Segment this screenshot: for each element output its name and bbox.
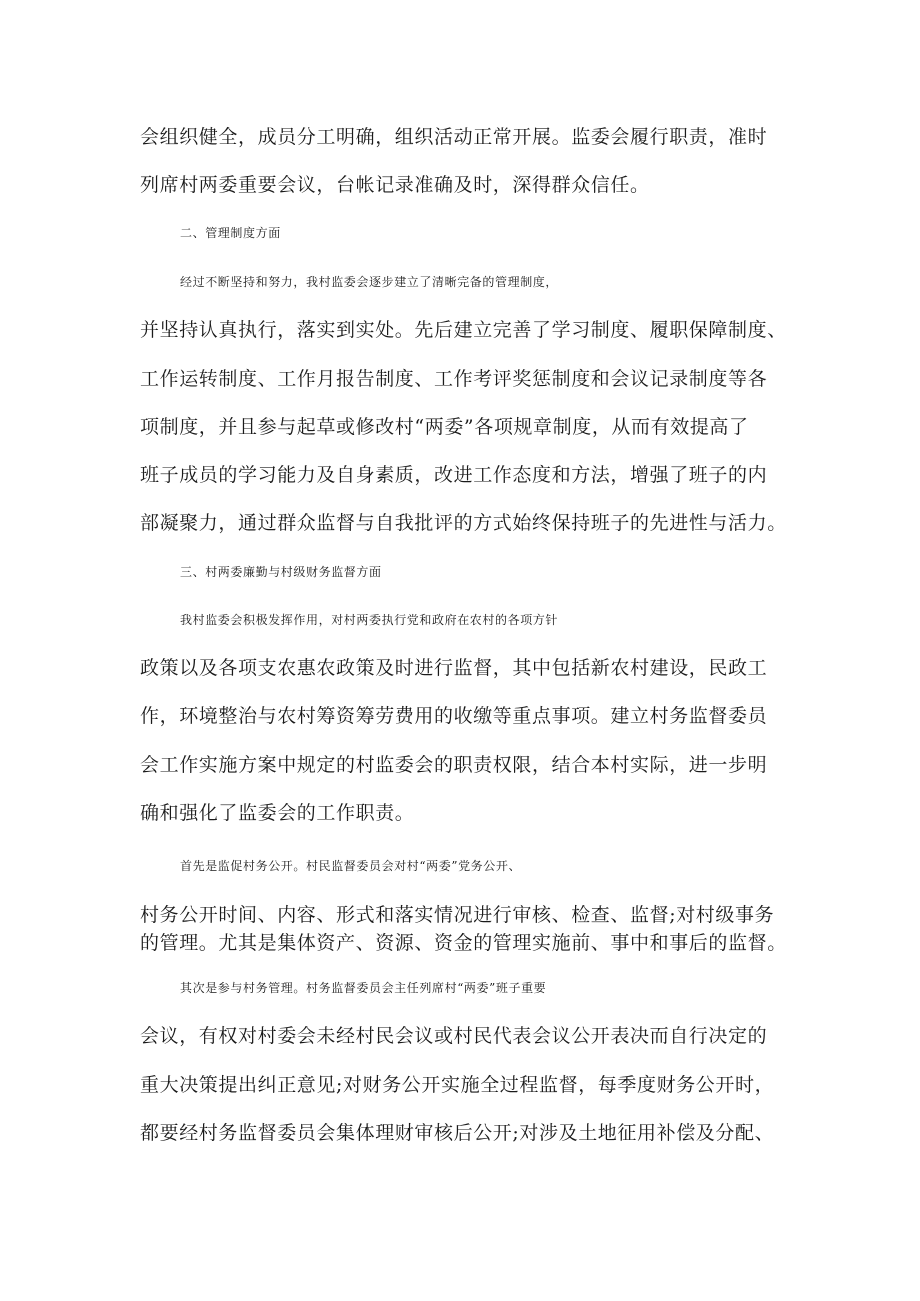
- text-line: 的管理。尤其是集体资产、资源、资金的管理实施前、事中和事后的监督。: [140, 932, 787, 954]
- text-line: 村务公开时间、内容、形式和落实情况进行审核、检查、监督;对村级事务: [140, 904, 775, 926]
- text-line: 会议，有权对村委会未经村民会议或村民代表会议公开表决而自行决定的: [140, 1025, 768, 1047]
- text-line: 我村监委会积极发挥作用，对村两委执行党和政府在农村的各项方针: [180, 613, 559, 627]
- section-heading: 三、村两委廉勤与村级财务监督方面: [180, 565, 382, 579]
- text-line: 项制度，并且参与起草或修改村“两委”各项规章制度，从而有效提高了: [140, 416, 749, 438]
- text-line: 作，环境整治与农村筹资筹劳费用的收缴等重点事项。建立村务监督委员: [140, 705, 768, 727]
- text-line: 部凝聚力，通过群众监督与自我批评的方式始终保持班子的先进性与活力。: [140, 512, 787, 534]
- text-line: 会组织健全，成员分工明确，组织活动正常开展。监委会履行职责，准时: [140, 126, 768, 148]
- text-line: 列席村两委重要会议，台帐记录准确及时，深得群众信任。: [140, 174, 650, 196]
- section-heading: 二、管理制度方面: [180, 226, 281, 240]
- text-line: 政策以及各项支农惠农政策及时进行监督，其中包括新农村建设，民政工: [140, 657, 768, 679]
- text-line: 并坚持认真执行，落实到实处。先后建立完善了学习制度、履职保障制度、: [140, 319, 787, 341]
- text-line: 其次是参与村务管理。村务监督委员会主任列席村“两委”班子重要: [180, 981, 547, 995]
- text-line: 会工作实施方案中规定的村监委会的职责权限，结合本村实际，进一步明: [140, 754, 768, 776]
- text-line: 都要经村务监督委员会集体理财审核后公开;对涉及土地征用补偿及分配、: [140, 1122, 775, 1144]
- text-line: 班子成员的学习能力及自身素质，改进工作态度和方法，增强了班子的内: [140, 464, 768, 486]
- text-line: 工作运转制度、工作月报告制度、工作考评奖惩制度和会议记录制度等各: [140, 368, 768, 390]
- text-line: 首先是监促村务公开。村民监督委员会对村“两委”党务公开、: [180, 859, 522, 873]
- text-line: 经过不断坚持和努力，我村监委会逐步建立了清晰完备的管理制度，: [180, 275, 559, 289]
- text-line: 确和强化了监委会的工作职责。: [140, 802, 415, 824]
- text-line: 重大决策提出纠正意见;对财务公开实施全过程监督，每季度财务公开时，: [140, 1074, 775, 1096]
